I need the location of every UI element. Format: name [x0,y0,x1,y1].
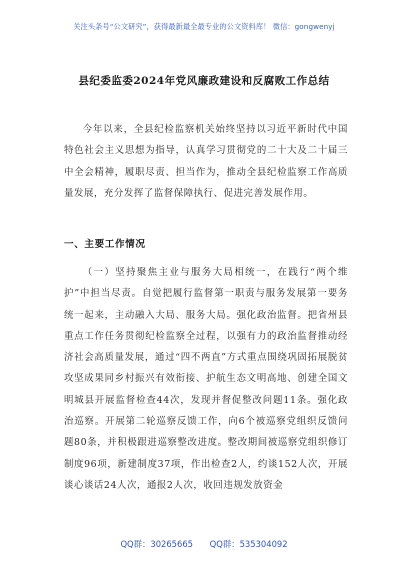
qq-group-1: QQ群：30265665 [120,539,193,549]
promo-banner: 关注头条号“公文研究”，获得最新最全最专业的公文资料库！ 微信：gongwenyj [73,22,335,31]
section-heading: 一、主要工作情况 [64,239,146,250]
document-title: 县纪委监委2024年党风廉政建设和反腐败工作总结 [78,75,330,87]
section-paragraph: （一）坚持聚焦主业与服务大局相统一，在践行“两个维护”中担当尽责。自觉把履行监督第一职责与服务发展第一要务统一起来，主动融入大局、服务大局。强化政治监督。把省州县重点工作任务贯彻纪检监察全过程，以强有力的政治监督推动经济社会高质量发展，通过“四不两直”方式重点围绕巩固拓展脱贫攻坚成果同乡村振兴有效衔接、护航生态文明高地、创建全国文明城县开展监督检查44次，发现并督促整改问题11条。强化政治巡察。开展第二轮巡察反馈工作，向6个被巡察党组织反馈问题80条，并积极跟进巡察整改进度。整改期间被巡察党组织修订制度96项，新建制度37项，作出检查2人，约谈152人次，开展谈心谈话24人次，通报2人次，收回违规发放资金 [64,267,348,491]
footer-qq-groups [0,538,408,550]
qq-group-2: QQ群：535304092 [209,539,288,549]
intro-paragraph: 今年以来，全县纪检监察机关始终坚持以习近平新时代中国特色社会主义思想为指导，认真学习贯彻党的二十大及二十届三中全会精神，履职尽责、担当作为，推动全县纪检监察工作高质量发展，充分发挥了监督保障执行、促进完善发展作用。 [64,124,348,199]
